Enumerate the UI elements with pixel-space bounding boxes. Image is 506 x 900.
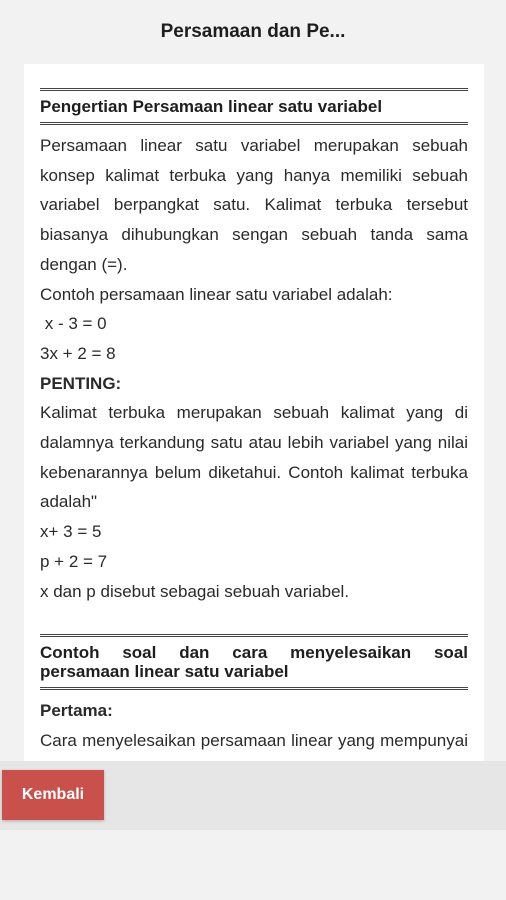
- paragraph: Cara menyelesaikan persamaan linear yang mempunyai: [40, 730, 468, 750]
- bottom-bar: [0, 761, 506, 830]
- app-bar: [0, 0, 506, 64]
- equation: 3x + 2 = 8: [40, 343, 116, 363]
- section-title: Pengertian Persamaan linear satu variabel: [40, 88, 468, 125]
- footer-area: [0, 830, 506, 900]
- equation: x+ 3 = 5: [40, 522, 102, 542]
- paragraph: Contoh persamaan linear satu variabel adalah:: [40, 284, 393, 304]
- section-spacer: [40, 606, 468, 634]
- content-scroll-area[interactable]: [24, 64, 484, 761]
- step-label: Pertama:: [40, 701, 113, 721]
- equation: x - 3 = 0: [40, 314, 107, 334]
- section-definition: [40, 88, 468, 606]
- paragraph: Persamaan linear satu variabel merupakan sebuah konsep kalimat terbuka yang hanya memiliki sebuah variabel berpangkat satu. Kalimat terbuka tersebut biasanya dihubungkan sengan sebuah tanda sama dengan (=).: [40, 136, 468, 274]
- equation: p + 2 = 7: [40, 551, 108, 571]
- section-body: [40, 125, 468, 606]
- page-title: Persamaan dan Pe...: [160, 21, 346, 42]
- section-title: Contoh soal dan cara menyelesaikan soal persamaan linear satu variabel: [40, 634, 468, 690]
- paragraph: x dan p disebut sebagai sebuah variabel.: [40, 581, 350, 601]
- paragraph: Kalimat terbuka merupakan sebuah kalimat yang di dalamnya terkandung satu atau lebih variabel yang nilai kebenarannya belum diketahui. Contoh kalimat terbuka adalah": [40, 403, 468, 512]
- back-button[interactable]: Kembali: [2, 770, 104, 820]
- important-label: PENTING:: [40, 373, 122, 393]
